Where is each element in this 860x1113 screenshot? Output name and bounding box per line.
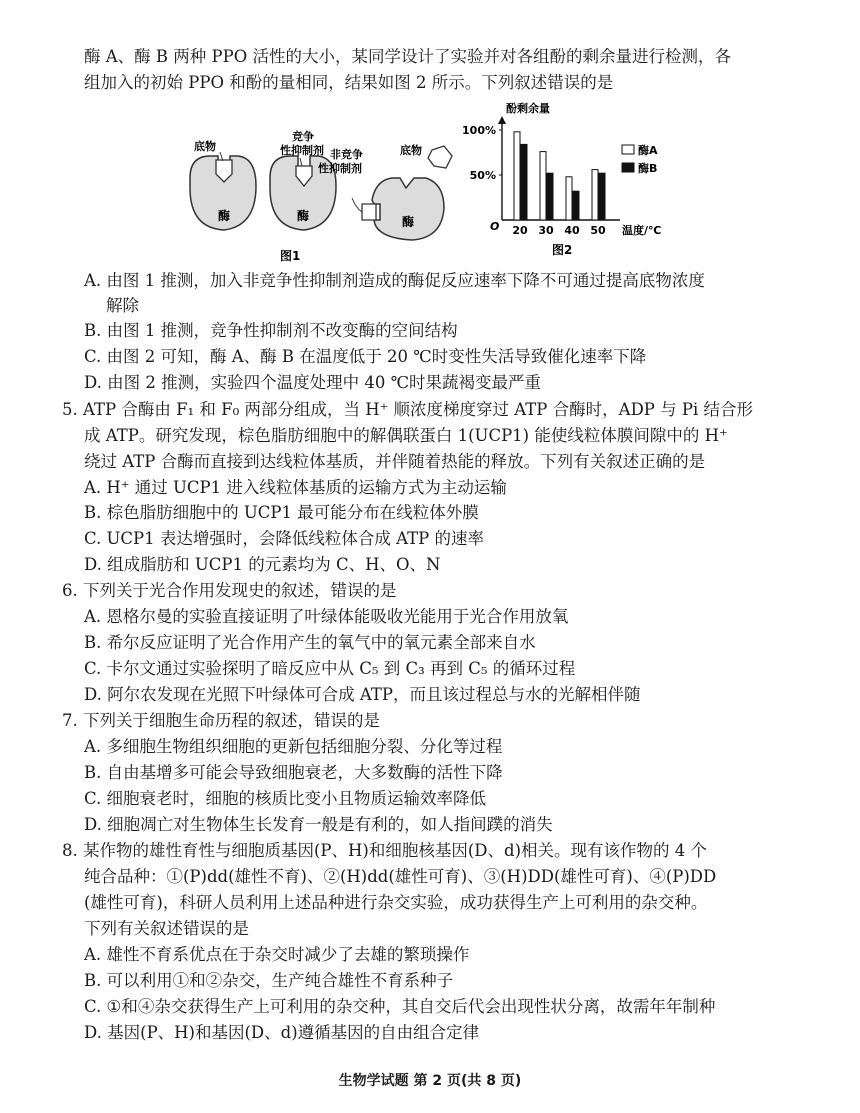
x-axis-label: 温度/℃ xyxy=(622,224,662,237)
bar-酶A-40 xyxy=(566,177,572,220)
q7-stem: 7. 下列关于细胞生命历程的叙述，错误的是 xyxy=(62,711,380,730)
y-tick-label: 100% xyxy=(462,124,496,137)
fig2-caption: 图2 xyxy=(552,243,573,257)
enzyme-shape-3 xyxy=(372,178,444,240)
origin-label: O xyxy=(490,220,500,233)
y-axis-arrow xyxy=(498,116,506,124)
q5-stem-line-3: 绕过 ATP 合酶而直接到达线粒体基质，并伴随着热能的释放。下列有关叙述正确的是 xyxy=(84,452,706,471)
q8-stem-line-2: 纯合品种：①(P)dd(雄性不育)、②(H)dd(雄性可育)、③(H)DD(雄性可育)、④(P)DD xyxy=(84,867,717,886)
q8-stem-line-1: 8. 某作物的雄性育性与细胞质基因(P、H)和细胞核基因(D、d)相关。现有该作物的 4 个 xyxy=(62,841,708,860)
figure-2-chart xyxy=(452,100,732,270)
bar-酶A-50 xyxy=(592,170,598,220)
q5-option-d: D. 组成脂肪和 UCP1 的元素均为 C、H、O、N xyxy=(84,555,441,574)
q4-option-c: C. 由图 2 可知，酶 A、酶 B 在温度低于 20 ℃时变性失活导致催化速率下降 xyxy=(84,347,647,366)
intro-line-2: 组加入的初始 PPO 和酚的量相同，结果如图 2 所示。下列叙述错误的是 xyxy=(84,73,614,92)
fig1-noncompetitive-label-2: 性抑制剂 xyxy=(318,162,362,175)
q6-option-b: B. 希尔反应证明了光合作用产生的氧气中的氧元素全部来自水 xyxy=(84,633,536,652)
legend-label: 酶B xyxy=(638,162,658,175)
q5-option-c: C. UCP1 表达增强时，会降低线粒体合成 ATP 的速率 xyxy=(84,529,485,548)
q6-option-a: A. 恩格尔曼的实验直接证明了叶绿体能吸收光能用于光合作用放氧 xyxy=(84,607,569,626)
bar-酶B-20 xyxy=(521,144,527,220)
fig1-enzyme-label-3: 酶 xyxy=(402,215,415,229)
inhibitor-shape-noncompetitive xyxy=(362,204,376,220)
x-tick-label: 20 xyxy=(512,224,528,237)
fig1-substrate-label: 底物 xyxy=(194,140,216,153)
q4-option-b: B. 由图 1 推测，竞争性抑制剂不改变酶的空间结构 xyxy=(84,321,458,340)
q5-option-b: B. 棕色脂肪细胞中的 UCP1 最可能分布在线粒体外膜 xyxy=(84,503,479,522)
bar-酶B-50 xyxy=(599,173,605,220)
fig1-competitive-label-1: 竞争 xyxy=(292,130,314,143)
q6-option-c: C. 卡尔文通过实验探明了暗反应中从 C₅ 到 C₃ 再到 C₅ 的循环过程 xyxy=(84,659,576,678)
bar-酶A-20 xyxy=(514,132,520,220)
page-footer: 生物学试题 第 2 页(共 8 页) xyxy=(338,1073,522,1089)
q7-option-d: D. 细胞凋亡对生物体生长发育一般是有利的，如人指间蹼的消失 xyxy=(84,815,553,834)
figure-1 xyxy=(180,128,470,268)
q8-option-b: B. 可以利用①和②杂交，生产纯合雄性不育系种子 xyxy=(84,971,454,990)
fig1-competitive-label-2: 性抑制剂 xyxy=(280,144,324,157)
q6-stem: 6. 下列关于光合作用发现史的叙述，错误的是 xyxy=(62,581,397,600)
y-axis-label: 酚剩余量 xyxy=(506,102,550,115)
fig1-enzyme-label-2: 酶 xyxy=(297,209,310,223)
q4-option-a-line-1: A. 由图 1 推测，加入非竞争性抑制剂造成的酶促反应速率下降不可通过提高底物浓度 xyxy=(84,271,705,290)
q8-stem-line-4: 下列有关叙述错误的是 xyxy=(84,919,249,938)
q7-option-b: B. 自由基增多可能会导致细胞衰老，大多数酶的活性下降 xyxy=(84,763,503,782)
x-tick-label: 30 xyxy=(538,224,554,237)
bar-酶B-40 xyxy=(573,191,579,220)
substrate-shape-2 xyxy=(428,146,452,168)
q7-option-c: C. 细胞衰老时，细胞的核质比变小且物质运输效率降低 xyxy=(84,789,487,808)
x-tick-label: 40 xyxy=(564,224,580,237)
q5-stem-line-1: 5. ATP 合酶由 F₁ 和 F₀ 两部分组成，当 H⁺ 顺浓度梯度穿过 ATP 合酶时，ADP 与 Pi 结合形 xyxy=(62,400,754,419)
q5-stem-line-2: 成 ATP。研究发现，棕色脂肪细胞中的解偶联蛋白 1(UCP1) 能使线粒体膜间隙中的 H⁺ xyxy=(84,426,728,445)
fig1-enzyme-label-1: 酶 xyxy=(218,209,231,223)
q4-option-d: D. 由图 2 推测，实验四个温度处理中 40 ℃时果蔬褐变最严重 xyxy=(84,373,542,392)
bar-酶B-30 xyxy=(547,173,553,220)
legend-swatch-酶A xyxy=(622,145,634,154)
intro-line-1: 酶 A、酶 B 两种 PPO 活性的大小，某同学设计了实验并对各组酚的剩余量进行检测，各 xyxy=(84,47,731,66)
q8-option-d: D. 基因(P、H)和基因(D、d)遵循基因的自由组合定律 xyxy=(84,1023,480,1042)
q5-option-a: A. H⁺ 通过 UCP1 进入线粒体基质的运输方式为主动运输 xyxy=(84,478,507,497)
q8-option-c: C. ①和④杂交获得生产上可利用的杂交种，其自交后代会出现性状分离，故需年年制种 xyxy=(84,997,716,1016)
fig1-substrate-label-2: 底物 xyxy=(400,144,422,157)
x-tick-label: 50 xyxy=(590,224,606,237)
legend-swatch-酶B xyxy=(622,163,634,172)
legend-label: 酶A xyxy=(638,144,658,157)
q7-option-a: A. 多细胞生物组织细胞的更新包括细胞分裂、分化等过程 xyxy=(84,737,503,756)
q8-option-a: A. 雄性不育系优点在于杂交时减少了去雄的繁琐操作 xyxy=(84,945,470,964)
q4-option-a-line-2: 解除 xyxy=(106,296,139,315)
fig1-caption: 图1 xyxy=(280,249,301,263)
q8-stem-line-3: (雄性可育)，科研人员利用上述品种进行杂交实验，成功获得生产上可利用的杂交种。 xyxy=(84,893,708,912)
bar-酶A-30 xyxy=(540,152,546,220)
y-tick-label: 50% xyxy=(469,169,496,182)
q6-option-d: D. 阿尔农发现在光照下叶绿体可合成 ATP，而且该过程总与水的光解相伴随 xyxy=(84,685,641,704)
fig1-noncompetitive-label-1: 非竞争 xyxy=(330,148,363,161)
